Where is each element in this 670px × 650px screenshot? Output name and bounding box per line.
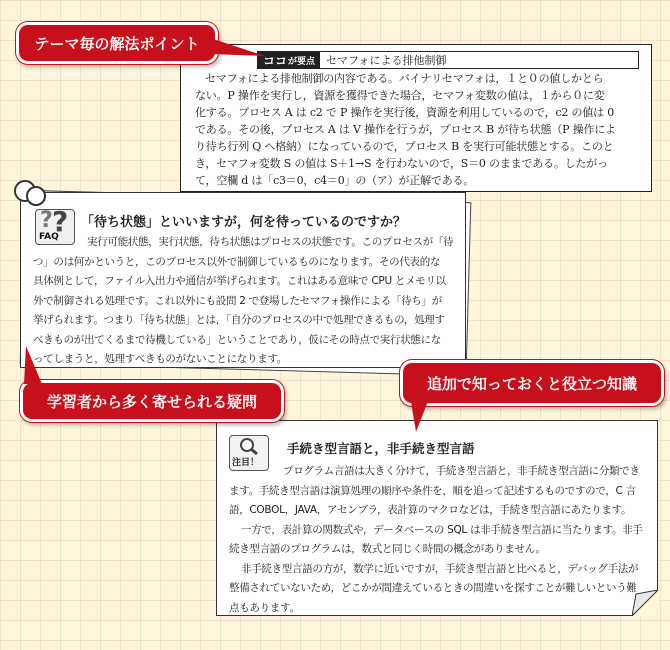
faq-line: 具体例として，ファイル入出力や通信が挙げられます。これはある意味で CPU とメモリ以: [33, 275, 446, 287]
point-line: である。その後，プロセス A は V 操作を行うが，プロセス B が待ち状態（P 操作によ: [195, 123, 616, 136]
magnifier-icon: [237, 437, 261, 455]
callout-faq-label: 学習者から多く寄せられる疑問: [46, 392, 257, 411]
note-line: 整備されていないため，どこかが間違えているときの間違いを探すことが難しいという難: [229, 582, 637, 594]
question-mark-icon: ?: [40, 208, 53, 233]
faq-line: べきものが出てくるまで待機している」ということであり，仮にその時点で実行状態にな: [33, 333, 441, 346]
point-header: [257, 51, 639, 69]
faq-line: 外で制御される処理です。これ以外にも設問 2 で登場したセマフォ操作による「待ち」が: [33, 294, 442, 307]
point-line: 化する。プロセス A は c2 で P 操作を実行後，資源を利用しているので，c2 の値は 0: [195, 106, 615, 119]
callout-theme-pointer: [210, 36, 280, 66]
point-heading: セマフォによる排他制御: [326, 54, 447, 67]
point-line: セマフォによる排他制御の内容である。バイナリセマフォは，１と０の値しかとら: [205, 72, 604, 85]
note-line: 語，COBOL，JAVA，アセンブラ，表計算のマクロなどは，手続き型言語にあたります。: [229, 504, 632, 516]
point-body: [195, 70, 647, 189]
note-badge: 注目！: [232, 458, 260, 468]
faq-line: 挙げられます。つまり「待ち状態」とは，「自分のプロセスの中で処理できるもの，処理す: [33, 314, 445, 326]
faq-line: つ」のは何かというと，このプロセス以外で制御しているものになります。その代表的な: [33, 255, 441, 268]
note-panel: [216, 420, 658, 616]
note-line: 点もあります。: [229, 601, 300, 614]
callout-tips-pointer: [408, 396, 438, 436]
point-line: り待ち行列 Q へ格納）になっているので，プロセス B を実行可能状態とする。このと: [195, 140, 614, 153]
point-line: き，セマフォ変数 S の値は S＋1→S を行わないので，S＝0 のままである。したがっ: [195, 157, 608, 170]
point-line: ない。P 操作を実行し，資源を獲得できた場合，セマフォ変数の値は，１から０に変: [195, 89, 605, 102]
faq-body: [33, 233, 463, 370]
note-line: プログラム言語は大きく分けて，手続き型言語と，非手続き型言語に分類でき: [283, 465, 640, 477]
callout-theme-label: テーマ毎の解法ポイント: [34, 34, 200, 53]
faq-panel: [20, 192, 466, 368]
note-line: ます。手続き型言語は演算処理の順序や条件を，順を追って記述するものですので，C 言: [229, 484, 636, 497]
faq-line: 実行可能状態，実行状態，待ち状態はプロセスの状態です。このプロセスが「待: [87, 236, 454, 248]
question-mark-icon-large: ?: [52, 205, 69, 238]
faq-icon-label: FAQ: [39, 232, 59, 242]
point-line: て，空欄 d は「c3＝0，c4＝0」の（ア）が正解である。: [195, 174, 475, 187]
note-title: 手続き型言語と，非手続き型言語: [287, 441, 475, 456]
callout-faq: [20, 380, 284, 422]
folded-corner: [632, 590, 658, 616]
faq-title: 「待ち状態」といいますが，何を待っているのですか？: [81, 215, 407, 230]
callout-tips-label: 追加で知っておくと役立つ知識: [426, 374, 637, 393]
faq-line: ってしまうと，処理すべきものがないことになります。: [33, 353, 287, 365]
callout-faq-pointer: [22, 346, 52, 386]
note-body: [229, 462, 657, 618]
point-panel: [180, 44, 652, 192]
point-tag-strong: ココ: [263, 53, 288, 68]
point-tag-rest: が要点: [288, 56, 316, 67]
note-line: 続き型言語のプログラムは，数式と同じく時間の概念がありません。: [229, 543, 546, 555]
note-line: 非手続き型言語の方が，数学に近いですが，手続き型言語と比べると，デバッグ手法が: [241, 562, 639, 575]
callout-tips: [400, 360, 664, 406]
binder-ring-icon: [26, 186, 46, 206]
note-line: 一方で，表計算の関数式や，データベースの SQL は非手続き型言語に当たります。非手: [241, 523, 643, 536]
callout-theme: [16, 22, 218, 64]
